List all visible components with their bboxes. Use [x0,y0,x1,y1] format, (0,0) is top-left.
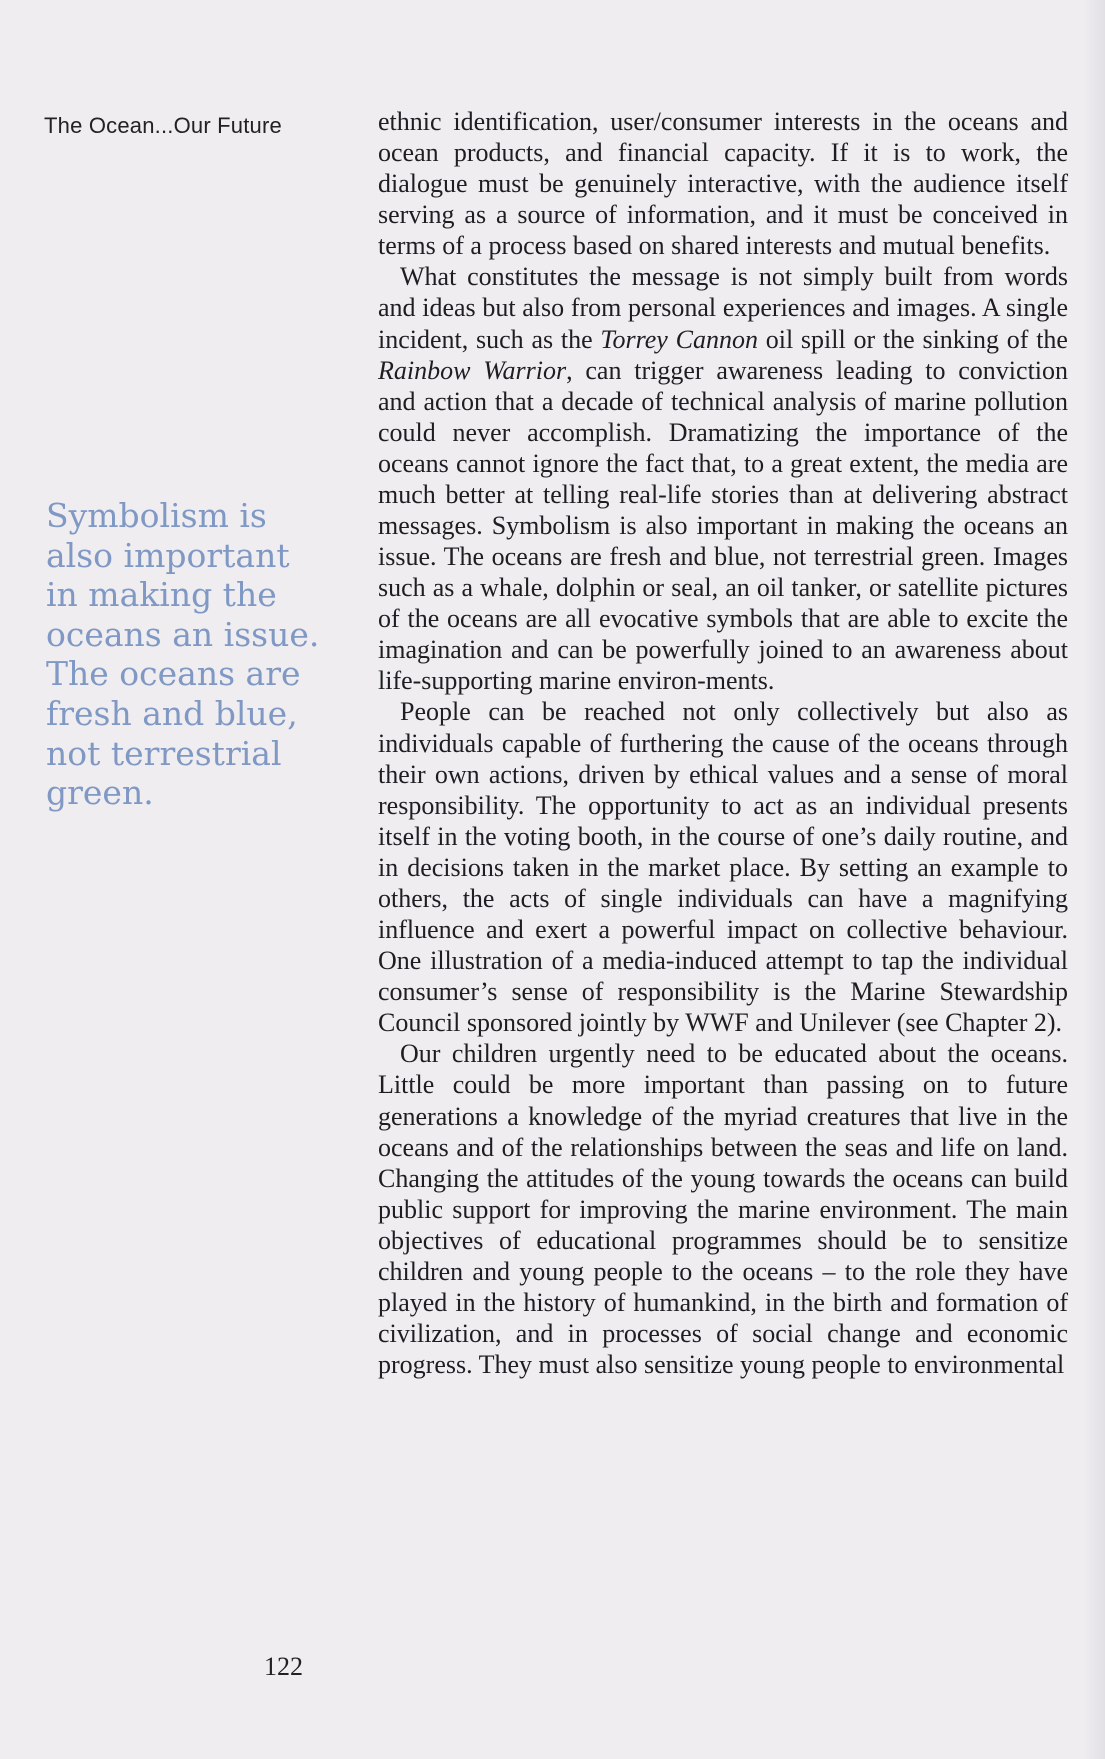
page-number: 122 [264,1652,303,1681]
body-paragraph-3: People can be reached not only collectively but also as individuals capable of furthering the cause of the oceans through their own actions, driven by ethical values and a sense of moral responsibility. The opportunity to act as an individual presents itself in the voting booth, in the course of one’s daily routine, and in decisions taken in the market place. By setting an example to others, the acts of single individuals can have a magnifying influence and exert a powerful impact on collective behaviour. One illustration of a media-induced attempt to tap the individual consumer’s sense of responsibility is the Marine Stewardship Council sponsored jointly by WWF and Unilever (see Chapter 2). [378,697,1068,1038]
pull-quote-line: Symbolism is [46,496,267,535]
running-header: The Ocean...Our Future [44,113,282,138]
p2-text-1: What constitutes the message is not simply built from words and ideas but also from personal experiences and images. A single incident, such as the [378,262,1068,354]
pull-quote-line: in making the [46,575,277,615]
body-paragraph-2 [378,261,1068,696]
body-paragraph-1: ethnic identification, user/consumer interests in the oceans and ocean products, and financial capacity. If it is to work, the dialogue must be genuinely interactive, with the audience itself serving as a source of information, and it must be conceived in terms of a process based on shared interests and mutual benefits. [378,107,1068,261]
pull-quote-line: fresh and blue, [46,693,298,733]
pull-quote-line: The oceans are [46,654,301,694]
pull-quote-line: also important [46,535,290,575]
pull-quote-line: not terrestrial [46,733,282,773]
p2-text-2: oil spill or the sinking of the [757,324,1068,354]
pull-quote-line: green. [46,773,154,813]
body-paragraph-4: Our children urgently need to be educated about the oceans. Little could be more important than passing on to future generations a knowledge of the myriad creatures that live in the oceans and of the relationships between the seas and life on land. Changing the attitudes of the young towards the oceans can build public support for improving the marine environment. The main objectives of educational programmes should be to sensitize children and young people to the oceans – to the role they have played in the history of humankind, in the birth and formation of civilization, and in processes of social change and economic progress. They must also sensitize young people to environmental [378,1039,1068,1380]
ship-name-rainbow-warrior: Rainbow Warrior [378,355,567,385]
main-text-column [378,106,1068,1380]
page-edge-shadow [1083,0,1105,1759]
pull-quote-line: oceans an issue. [46,614,320,654]
ship-name-torrey-cannon: Torrey Cannon [600,324,758,354]
p2-text-3: , can trigger awareness leading to conviction and action that a decade of technical analysis of marine pollution could never accomplish. Dramatizing the importance of the oceans cannot ignore the fact that, to a great extent, the media are much better at telling real-life stories than at delivering abstract messages. Symbolism is also important in making the oceans an issue. The oceans are fresh and blue, not terrestrial green. Images such as a whale, dolphin or seal, an oil tanker, or satellite pictures of the oceans are all evocative symbols that are able to excite the imagination and can be powerfully joined to an awareness about life-supporting marine environ-ments. [378,355,1069,696]
pull-quote [46,496,346,813]
